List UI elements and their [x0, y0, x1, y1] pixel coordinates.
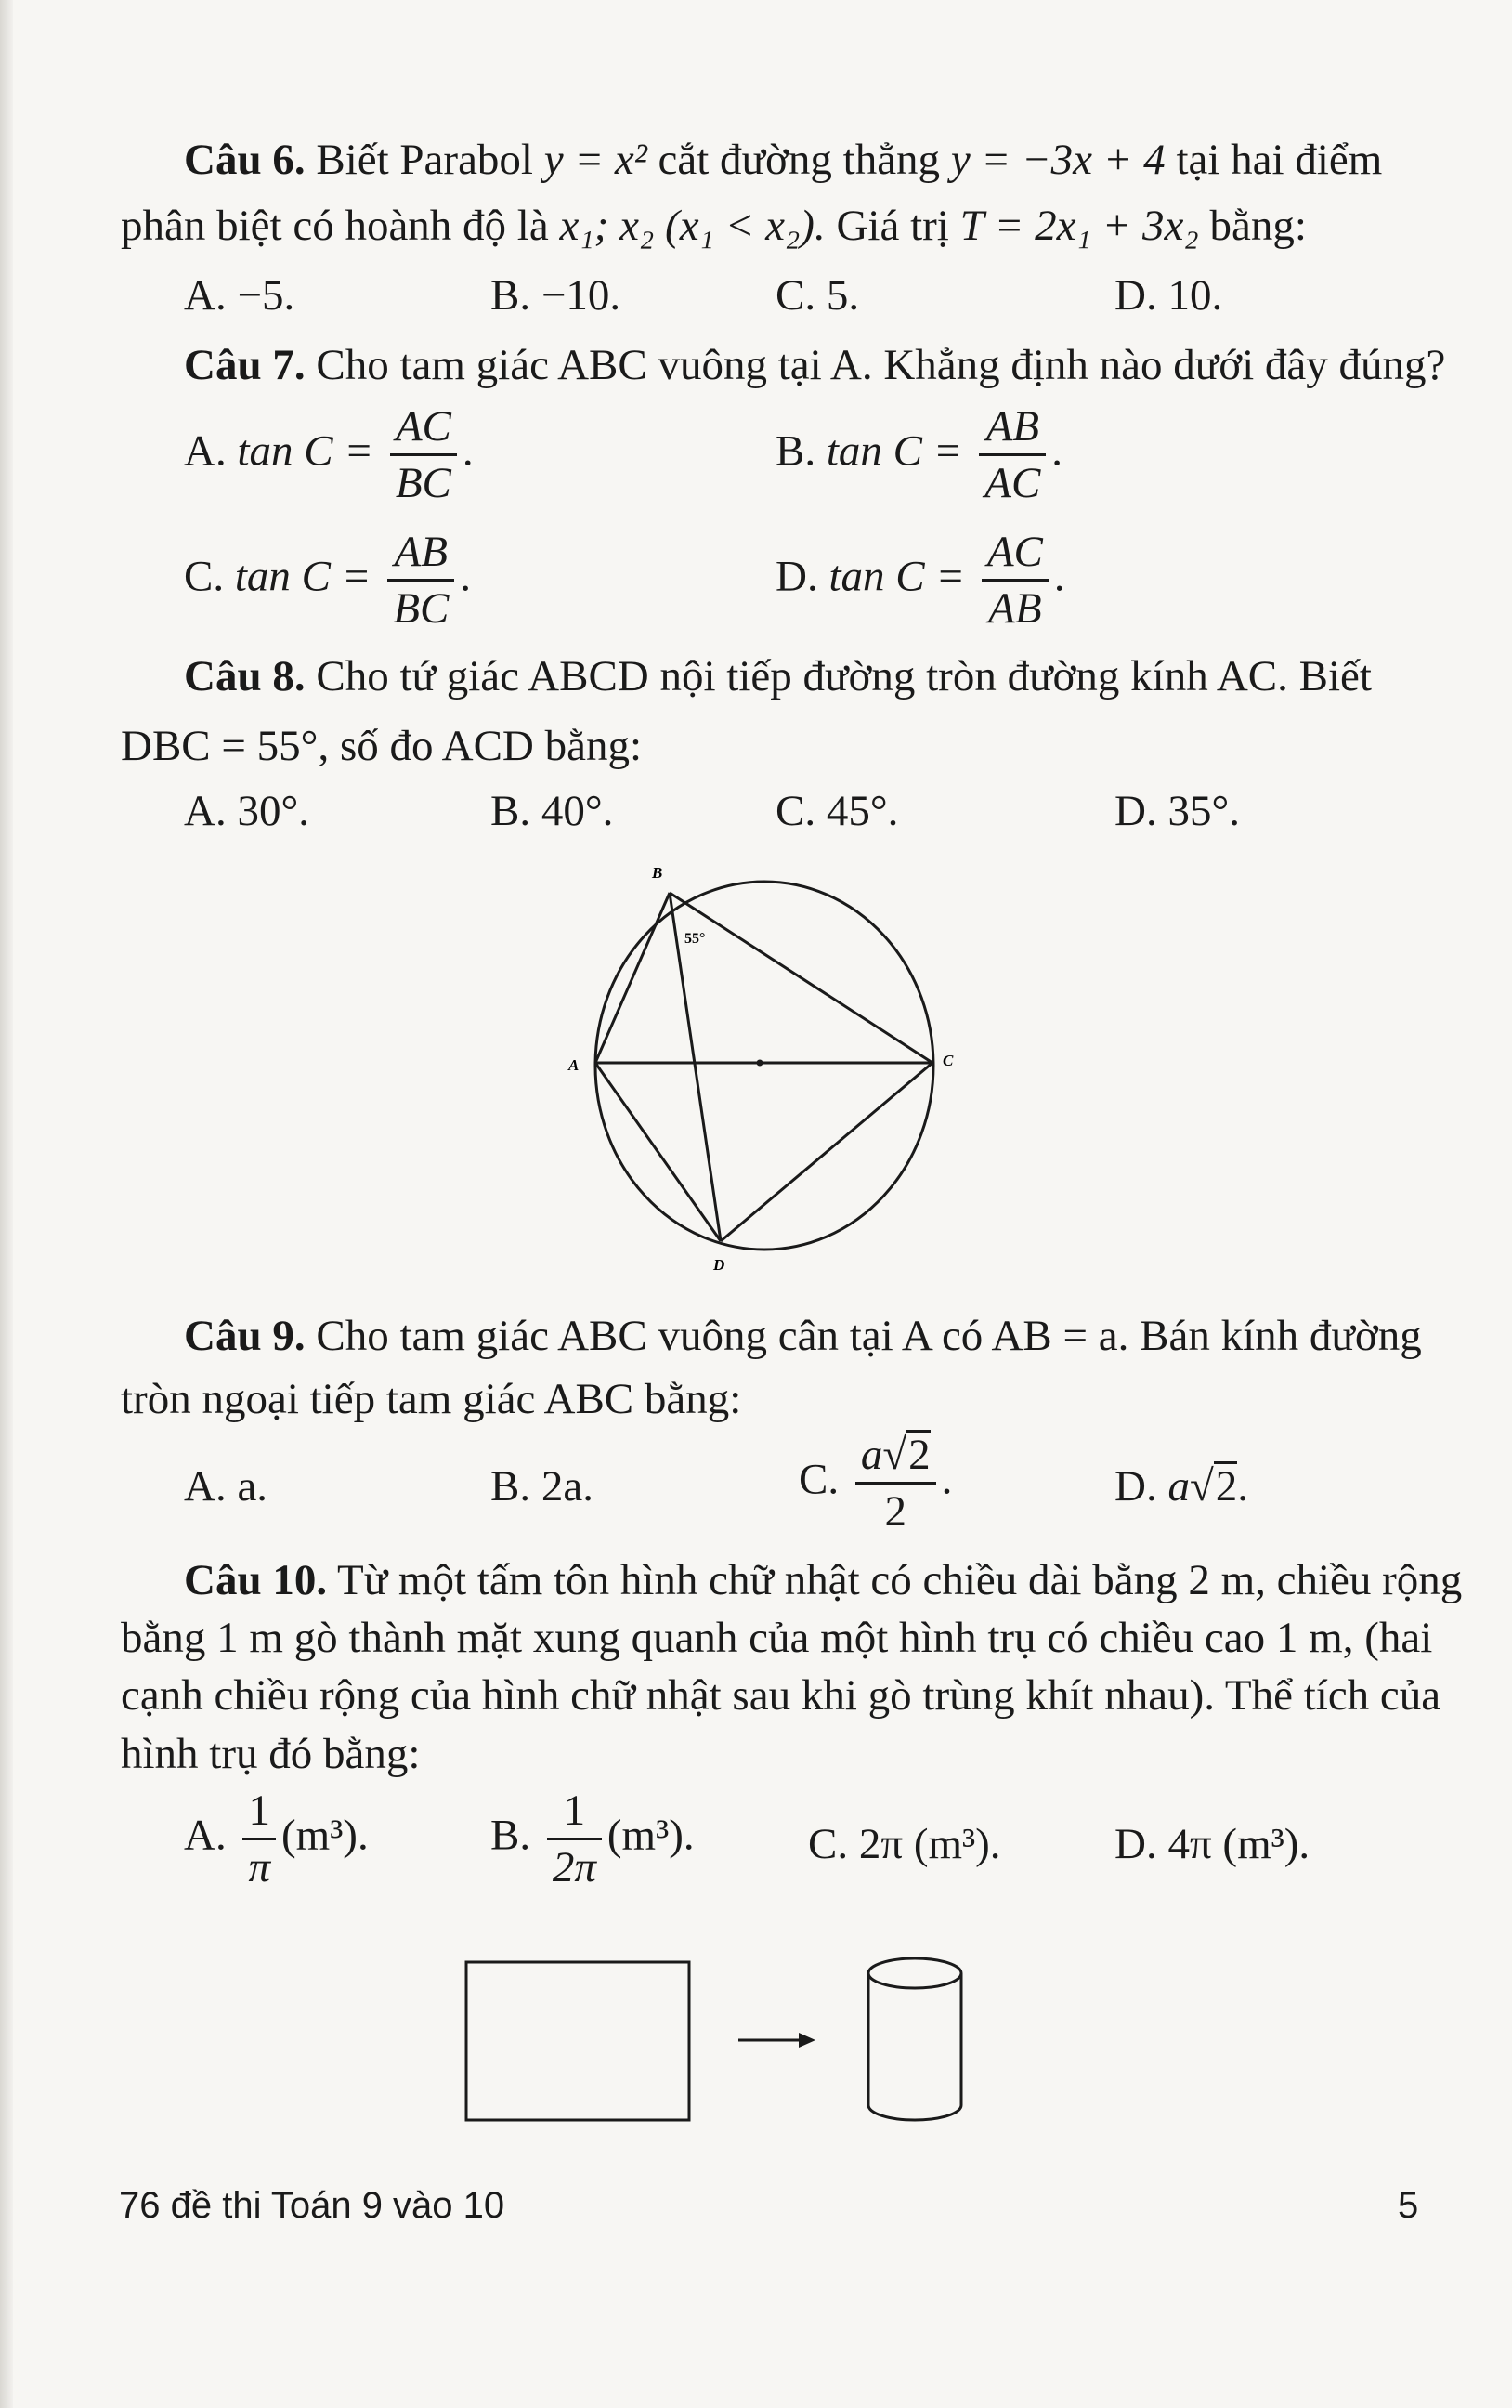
q7-option-a-den: BC	[395, 459, 451, 507]
q6-expr-roots: x₁; x₂ (x₁ < x₂).	[559, 202, 826, 250]
q9-option-c-num-a: a	[860, 1431, 883, 1479]
q6-option-d: D. 10.	[1114, 271, 1223, 320]
q9-line-2: tròn ngoại tiếp tam giác ABC bằng:	[121, 1375, 742, 1423]
q10-option-b-fraction	[547, 1784, 602, 1894]
q6-option-c: C. 5.	[776, 271, 860, 320]
q10-line-4: hình trụ đó bằng:	[121, 1730, 421, 1778]
angle-label-55: 55°	[684, 931, 706, 947]
q7-option-b-den: AC	[984, 459, 1041, 507]
rectangle-sheet	[466, 1962, 689, 2120]
footer-page-number: 5	[1398, 2185, 1419, 2226]
segment-CD	[721, 1063, 932, 1241]
q9-option-c-fraction	[855, 1428, 936, 1538]
label-B: B	[652, 864, 663, 882]
q9-option-c-den: 2	[884, 1487, 906, 1536]
q8-label: Câu 8.	[184, 652, 306, 700]
q7-option-b-lhs: tan C =	[826, 426, 963, 476]
q7-option-a-lhs: tan C =	[237, 426, 374, 476]
q10-text-1: Từ một tấm tôn hình chữ nhật có chiều dài bằng 2 m, chiều rộng	[337, 1556, 1463, 1604]
q7-text: Cho tam giác ABC vuông tại A. Khẳng định nào dưới đây đúng?	[316, 341, 1446, 389]
q9-line-1	[184, 1310, 1422, 1362]
center-point	[757, 1060, 763, 1067]
q8-text-a: Cho tứ giác ABCD nội tiếp đường tròn đường kính AC. Biết	[316, 652, 1372, 700]
q10-line-3: cạnh chiều rộng của hình chữ nhật sau khi gò trùng khít nhau). Thể tích của	[121, 1671, 1441, 1720]
q10-option-a-fraction	[242, 1784, 276, 1894]
arrow-right-icon	[799, 2033, 815, 2048]
page-edge-shadow	[0, 0, 13, 2408]
q9-text-a: Cho tam giác ABC vuông cân tại A có AB = a. Bán kính đường	[316, 1312, 1422, 1360]
q10-option-a-prefix: A.	[184, 1811, 227, 1860]
q7-option-c-fraction	[387, 525, 454, 635]
q7-option-b-fraction	[979, 399, 1046, 510]
q10-option-a	[184, 1784, 369, 1894]
q8-option-b: B. 40°.	[490, 787, 614, 835]
q10-option-b-unit: (m³).	[606, 1811, 695, 1860]
q6-text-b: cắt đường thẳng	[658, 136, 941, 184]
q9-option-c-radical: √	[882, 1431, 907, 1479]
label-A: A	[568, 1056, 580, 1074]
q6-expr-T: T = 2x₁ + 3x₂	[959, 202, 1199, 250]
q9-label: Câu 9.	[184, 1312, 306, 1360]
q10-option-b-num: 1	[547, 1784, 602, 1840]
q6-text-c: tại hai điểm	[1176, 136, 1383, 184]
q7-option-c-lhs: tan C =	[234, 552, 371, 601]
q6-expr-parabola: y = x²	[543, 136, 647, 184]
q7-option-d-den: AB	[988, 584, 1042, 633]
q7-option-b	[776, 399, 1062, 510]
q7-option-c-suffix: .	[460, 552, 472, 601]
q7-option-b-suffix: .	[1051, 426, 1063, 476]
q6-option-a: A. −5.	[184, 271, 295, 320]
q6-text-a: Biết Parabol	[316, 136, 533, 184]
q10-option-d: D. 4π (m³).	[1114, 1820, 1310, 1868]
segment-BC	[670, 893, 932, 1063]
q7-option-a-num: AC	[390, 399, 457, 456]
q8-option-d: D. 35°.	[1114, 787, 1240, 835]
circle-outline	[595, 882, 933, 1250]
q7-option-c-den: BC	[393, 584, 450, 633]
q7-label: Câu 7.	[184, 341, 306, 389]
q7-option-d-num: AC	[982, 525, 1049, 582]
q10-option-a-num: 1	[242, 1784, 276, 1840]
q9-option-d-prefix: D.	[1114, 1462, 1157, 1511]
q6-option-b: B. −10.	[490, 271, 621, 320]
q9-option-d-root: 2	[1215, 1462, 1238, 1511]
cylinder-top	[868, 1958, 961, 1988]
q7-line-1	[184, 339, 1445, 391]
q7-option-a	[184, 399, 474, 510]
q10-line-1	[184, 1554, 1462, 1606]
q6-text-e: Giá trị	[836, 202, 949, 250]
q6-text-d: phân biệt có hoành độ là	[121, 202, 549, 250]
q9-option-c-num	[855, 1428, 936, 1485]
q7-option-b-prefix: B.	[776, 426, 816, 476]
label-C: C	[943, 1052, 954, 1069]
q6-label: Câu 6.	[184, 136, 306, 184]
q10-option-c: C. 2π (m³).	[808, 1820, 1001, 1868]
q8-line-1	[184, 650, 1372, 702]
q6-expr-line: y = −3x + 4	[950, 136, 1166, 184]
q7-option-a-prefix: A.	[184, 426, 227, 476]
q7-option-d-lhs: tan C =	[828, 552, 966, 601]
segment-AB	[595, 893, 670, 1063]
q9-option-b: B. 2a.	[490, 1462, 593, 1511]
q7-option-a-suffix: .	[462, 426, 474, 476]
q7-option-d-fraction	[982, 525, 1049, 635]
q6-text-f: bằng:	[1209, 202, 1307, 250]
q7-option-d-prefix: D.	[776, 552, 818, 601]
q10-option-b-prefix: B.	[490, 1811, 531, 1860]
q9-option-d-radical: √	[1189, 1462, 1214, 1511]
q9-option-d-a: a	[1167, 1462, 1190, 1511]
q10-sheet-to-cylinder-figure	[455, 1951, 1142, 2137]
q6-line-2	[121, 200, 1307, 252]
q10-label: Câu 10.	[184, 1556, 328, 1604]
q9-option-a: A. a.	[184, 1462, 268, 1511]
q9-option-d: D. a√2.	[1114, 1462, 1248, 1511]
q8-circle-figure	[548, 850, 975, 1277]
q6-line-1	[184, 134, 1382, 186]
q9-option-c-prefix: C.	[799, 1455, 840, 1504]
q7-option-c-num: AB	[387, 525, 454, 582]
q9-option-c-root: 2	[908, 1431, 931, 1479]
q9-option-c: C. $\frac{a√2}{2}$ .	[799, 1428, 952, 1538]
footer-book-title: 76 đề thi Toán 9 vào 10	[119, 2185, 505, 2226]
q7-option-d-suffix: .	[1053, 552, 1065, 601]
q7-option-d	[776, 525, 1065, 635]
q10-option-b-den: 2π	[552, 1843, 596, 1891]
q7-option-c-prefix: C.	[184, 552, 225, 601]
q7-option-c	[184, 525, 471, 635]
q10-option-a-den: π	[248, 1843, 270, 1891]
q8-option-a: A. 30°.	[184, 787, 309, 835]
label-D: D	[713, 1256, 725, 1274]
q7-option-b-num: AB	[979, 399, 1046, 456]
q8-option-c: C. 45°.	[776, 787, 899, 835]
cylinder-bottom	[868, 2105, 961, 2120]
q10-option-a-unit: (m³).	[281, 1811, 369, 1860]
q10-option-b	[490, 1784, 695, 1894]
q8-line-2: DBC = 55°, số đo ACD bằng:	[121, 722, 643, 770]
q10-line-2: bằng 1 m gò thành mặt xung quanh của một hình trụ có chiều cao 1 m, (hai	[121, 1614, 1433, 1662]
q7-option-a-fraction	[390, 399, 457, 510]
